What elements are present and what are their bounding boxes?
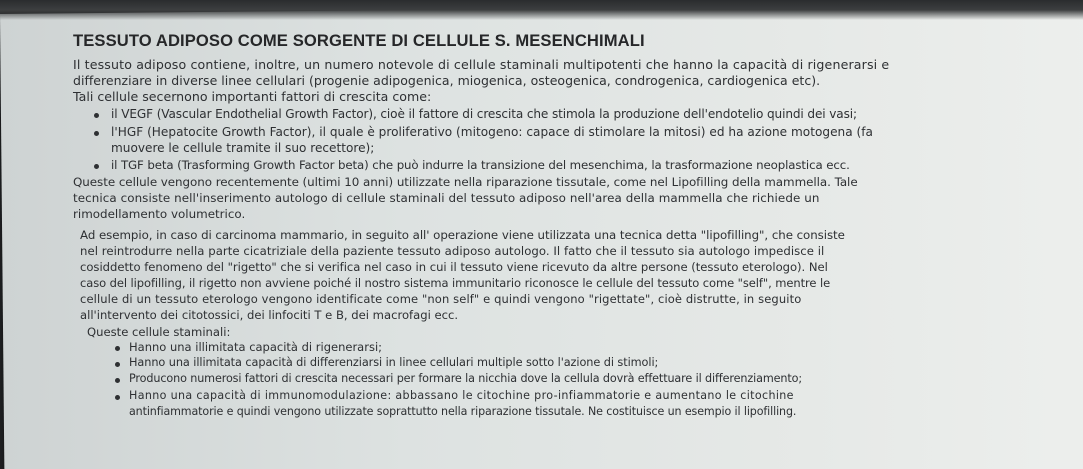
intro-line: Tali cellule secernono importanti fattori di crescita come: [73, 89, 432, 104]
bullet-dot [115, 362, 120, 367]
bullet-dot [115, 346, 120, 351]
stem-cell-property-cont: antinfiammatorie e quindi vengono utilizzate soprattutto nella riparazione tissutale. Ne costituisce un esempio il lipofilling. [129, 405, 797, 418]
bullet-dot [94, 164, 99, 169]
lipofilling-line: tecnica consiste nell'inserimento autologo di cellule staminali del tessuto adiposo nell'area della mammella che richiede un [73, 191, 820, 205]
lipofilling-line: Queste cellule vengono recentemente (ultimi 10 anni) utilizzate nella riparazione tissutale, come nel Lipofilling della mammella. Tale [73, 175, 858, 189]
stem-cells-heading: Queste cellule staminali: [87, 325, 231, 339]
bullet-dot [115, 395, 120, 400]
bullet-dot [94, 131, 99, 136]
bullet-dot [115, 378, 120, 383]
example-line: cellule di un tessuto eterologo vengono identificate come "non self" e quindi vengono "rigettate", cioè distrutte, in seguito [80, 292, 802, 306]
document-title: TESSUTO ADIPOSO COME SORGENTE DI CELLULE S. MESENCHIMALI [73, 31, 645, 50]
bullet-dot [94, 113, 99, 118]
growth-factor-item-cont: muovere le cellule tramite il suo recettore); [111, 141, 375, 155]
stem-cell-property: Producono numerosi fattori di crescita necessari per formare la nicchia dove la cellula dovrà effettuare il differenziamento; [129, 372, 802, 385]
growth-factor-item: il VEGF (Vascular Endothelial Growth Factor), cioè il fattore di crescita che stimola la produzione dell'endotelio quindi dei vasi; [111, 107, 857, 121]
growth-factor-item: il TGF beta (Trasforming Growth Factor beta) che può indurre la transizione del mesenchima, la trasformazione neoplastica ecc. [111, 158, 850, 172]
stem-cell-property: Hanno una capacità di immunomodulazione: abbassano le citochine pro-infiammatorie e aumentano le citochine [129, 389, 794, 402]
intro-line: Il tessuto adiposo contiene, inoltre, un numero notevole di cellule staminali multipotenti che hanno la capacità di rigenerarsi e [73, 57, 890, 72]
example-line: cosiddetto fenomeno del "rigetto" che si verifica nel caso in cui il tessuto viene ricevuto da altre persone (tessuto eterologo). Nel [80, 260, 828, 274]
stem-cell-property: Hanno una illimitata capacità di rigenerarsi; [129, 340, 383, 354]
stem-cell-property: Hanno una illimitata capacità di differenziarsi in linee cellulari multiple sotto l'azione di stimoli; [129, 356, 659, 369]
growth-factor-item: l'HGF (Hepatocite Growth Factor), il quale è proliferativo (mitogeno: capace di stimolare la mitosi) ed ha azione motogena (fa [111, 125, 873, 139]
example-line: nel reintrodurre nella parte cicatriziale della paziente tessuto adiposo autologo. Il fatto che il tessuto sia autologo impedisce il [80, 244, 825, 258]
intro-line: differenziare in diverse linee cellulari (progenie adipogenica, miogenica, osteogenica, condrogenica, cardiogenica etc). [73, 73, 821, 88]
example-line: Ad esempio, in caso di carcinoma mammario, in seguito all' operazione viene utilizzata una tecnica detta "lipofilling", che consiste [80, 228, 845, 242]
example-line: all'intervento dei citotossici, dei linfociti T e B, dei macrofagi ecc. [80, 308, 459, 322]
example-line: caso del lipofilling, il rigetto non avviene poiché il nostro sistema immunitario riconosce le cellule del tessuto come "self", mentre le [80, 276, 831, 290]
lipofilling-line: rimodellamento volumetrico. [73, 207, 246, 221]
